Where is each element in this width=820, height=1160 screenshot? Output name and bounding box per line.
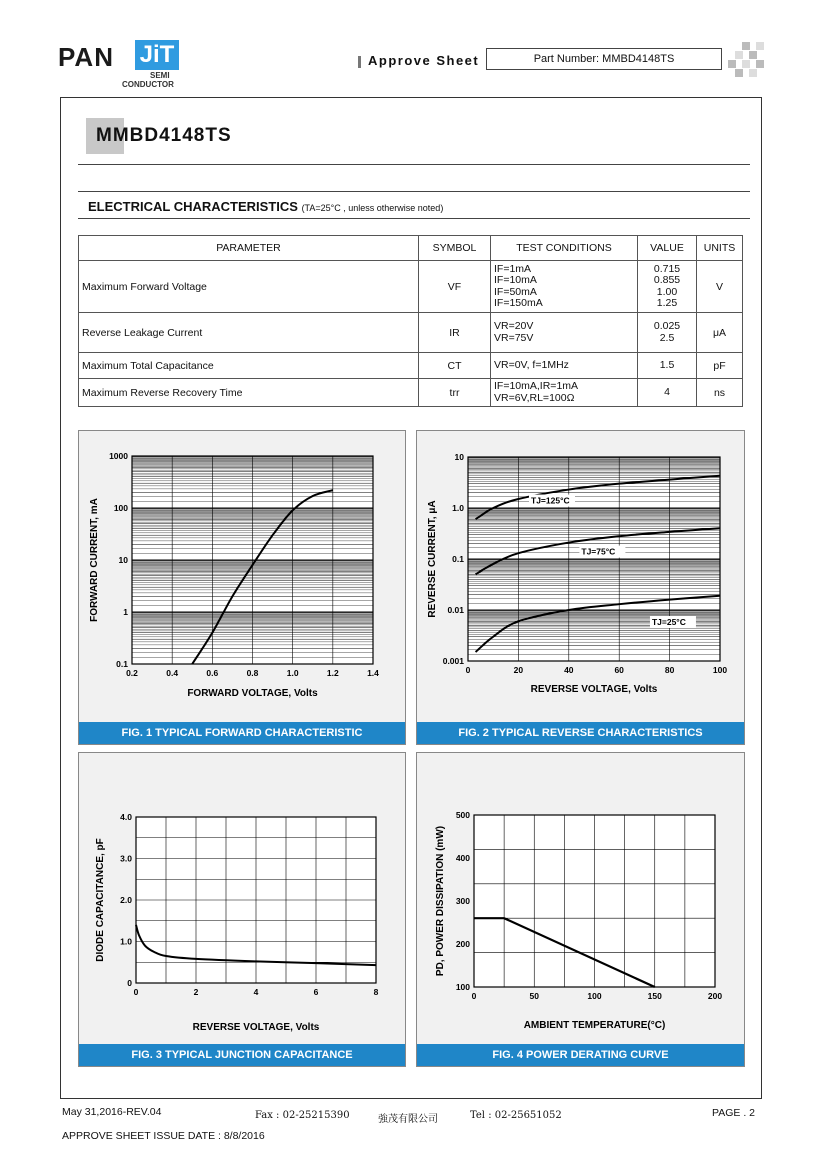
y-tick-label: 500: [455, 810, 470, 820]
col-header: UNITS: [697, 236, 743, 261]
x-tick-label: 150: [647, 991, 662, 1001]
x-tick-label: 80: [664, 665, 675, 675]
y-tick-label: 0.01: [447, 605, 464, 615]
condition-line: VR=20V: [494, 320, 534, 332]
x-axis-label: AMBIENT TEMPERATURE(°C): [523, 1020, 666, 1031]
x-tick-label: 200: [707, 991, 723, 1001]
x-tick-label: 0.2: [126, 668, 138, 678]
x-tick-label: 1.2: [326, 668, 339, 678]
condition-line: VR=75V: [494, 331, 534, 344]
fig4-panel: [416, 752, 745, 1067]
electrical-characteristics-table: [78, 235, 743, 407]
divider: [78, 218, 750, 219]
series-label: TJ=125°C: [531, 495, 570, 506]
part-number-box: Part Number: MMBD4148TS: [486, 48, 722, 70]
table-row: [79, 261, 743, 313]
x-tick-label: 50: [529, 991, 539, 1001]
cell-conditions: [491, 379, 638, 407]
x-tick-label: 100: [712, 665, 728, 675]
condition-line: IF=50mA: [494, 285, 537, 298]
approve-bar-divider: [358, 56, 361, 68]
y-tick-label: 4.0: [120, 812, 132, 822]
y-tick-label: 1: [123, 607, 128, 617]
fig3-panel: [78, 752, 406, 1067]
divider: [78, 164, 750, 165]
x-tick-label: 2: [193, 987, 199, 997]
approve-sheet-label: Approve Sheet: [368, 53, 480, 68]
x-axis-label: REVERSE VOLTAGE, Volts: [192, 1022, 320, 1033]
table-row: [79, 313, 743, 353]
value-line: 4: [664, 385, 670, 398]
y-tick-label: 0.001: [442, 656, 464, 666]
y-tick-label: 300: [455, 896, 470, 906]
x-tick-label: 100: [587, 991, 602, 1001]
table-header-row: [79, 236, 743, 261]
x-tick-label: 0: [465, 665, 471, 675]
y-tick-label: 3.0: [120, 853, 132, 864]
fig3-caption: FIG. 3 TYPICAL JUNCTION CAPACITANCE: [79, 1044, 405, 1066]
cell-unit: μA: [697, 313, 743, 353]
series-label: TJ=25°C: [651, 617, 686, 627]
value-line: 1.25: [656, 297, 678, 309]
logo-semi-text: SEMI: [150, 71, 170, 80]
y-tick-label: 1.0: [120, 936, 132, 947]
y-axis-label: PD, POWER DISSIPATION (mW): [435, 825, 446, 977]
x-tick-label: 6: [313, 987, 319, 997]
fig1-panel: [78, 430, 406, 745]
decorative-squares-icon: [728, 42, 764, 78]
divider: [78, 191, 750, 192]
y-axis-label: DIODE CAPACITANCE, pF: [95, 838, 106, 962]
x-axis-label: FORWARD VOLTAGE, Volts: [187, 688, 318, 699]
fig2-panel: [416, 430, 745, 745]
col-header: VALUE: [638, 236, 697, 261]
tel-number: Tel : 02-25651052: [470, 1110, 562, 1121]
condition-line: IF=150mA: [494, 297, 543, 309]
y-tick-label: 100: [455, 982, 470, 992]
value-line: 0.855: [653, 274, 681, 286]
fax-number: Fax : 02-25215390: [255, 1110, 350, 1121]
condition-line: VR=0V, f=1MHz: [494, 358, 569, 371]
x-tick-label: 1.4: [367, 668, 379, 678]
logo-pan-text: PAN: [58, 42, 114, 72]
y-tick-label: 400: [455, 853, 470, 863]
col-header: PARAMETER: [79, 236, 419, 261]
x-tick-label: 0.4: [166, 668, 179, 678]
logo-jit-text: JiT: [135, 40, 179, 70]
condition-line: IF=10mA,IR=1mA: [494, 380, 579, 392]
x-tick-label: 0: [471, 991, 477, 1001]
table-row: [79, 353, 743, 379]
x-axis-label: REVERSE VOLTAGE, Volts: [530, 684, 658, 695]
cell-values: [638, 313, 697, 353]
revision-date: May 31,2016-REV.04: [62, 1106, 162, 1118]
x-tick-label: 8: [373, 987, 379, 997]
cell-values: [638, 261, 697, 313]
fig1-caption: FIG. 1 TYPICAL FORWARD CHARACTERISTIC: [79, 722, 405, 744]
cell-symbol: VF: [419, 261, 491, 313]
value-line: 1.00: [656, 285, 678, 298]
x-tick-label: 0.8: [246, 668, 259, 678]
y-tick-label: 0.1: [116, 659, 128, 669]
issue-date: APPROVE SHEET ISSUE DATE : 8/8/2016: [62, 1130, 265, 1142]
condition-line: VR=6V,RL=100Ω: [494, 391, 575, 404]
x-tick-label: 20: [513, 665, 524, 675]
logo-conductor-text: CONDUCTOR: [122, 80, 174, 89]
fig2-caption: FIG. 2 TYPICAL REVERSE CHARACTERISTICS: [417, 722, 744, 744]
section-note: (TA=25°C , unless otherwise noted): [301, 203, 444, 213]
company-name: 強茂有限公司: [378, 1114, 438, 1125]
x-tick-label: 0.6: [206, 668, 219, 678]
y-axis-label: REVERSE CURRENT, μA: [427, 500, 438, 618]
condition-line: IF=1mA: [494, 262, 532, 275]
value-line: 1.5: [659, 358, 675, 371]
section-title: [88, 199, 443, 214]
x-tick-label: 40: [564, 665, 574, 675]
fig1-chart: [79, 431, 405, 721]
table-row: [79, 379, 743, 407]
cell-unit: V: [697, 261, 743, 313]
cell-conditions: [491, 353, 638, 379]
y-tick-label: 10: [454, 452, 464, 462]
col-header: TEST CONDITIONS: [491, 236, 638, 261]
cell-values: [638, 353, 697, 379]
cell-parameter: Maximum Forward Voltage: [79, 261, 419, 313]
cell-parameter: Maximum Total Capacitance: [79, 353, 419, 379]
y-axis-label: FORWARD CURRENT, mA: [89, 498, 100, 622]
cell-symbol: IR: [419, 313, 491, 353]
company-logo: [58, 40, 188, 88]
value-line: 0.025: [653, 320, 681, 332]
fig3-chart: [79, 753, 405, 1043]
condition-line: IF=10mA: [494, 274, 537, 286]
fig4-chart: [417, 753, 744, 1043]
y-tick-label: 2.0: [120, 895, 132, 905]
y-tick-label: 200: [455, 939, 470, 949]
cell-parameter: Reverse Leakage Current: [79, 313, 419, 353]
x-tick-label: 60: [614, 665, 624, 675]
col-header: SYMBOL: [419, 236, 491, 261]
y-tick-label: 0.1: [452, 554, 464, 564]
fig4-caption: FIG. 4 POWER DERATING CURVE: [417, 1044, 744, 1066]
cell-parameter: Maximum Reverse Recovery Time: [79, 379, 419, 407]
value-line: 0.715: [653, 262, 681, 275]
section-title-text: ELECTRICAL CHARACTERISTICS: [88, 199, 298, 214]
y-tick-label: 10: [118, 555, 128, 565]
x-tick-label: 4: [253, 987, 259, 997]
cell-conditions: [491, 261, 638, 313]
cell-unit: pF: [697, 353, 743, 379]
page-title: MMBD4148TS: [96, 125, 232, 146]
cell-unit: ns: [697, 379, 743, 407]
x-tick-label: 0: [133, 987, 139, 997]
cell-conditions: [491, 313, 638, 353]
cell-symbol: trr: [419, 379, 491, 407]
cell-values: [638, 379, 697, 407]
fig2-chart: [417, 431, 744, 721]
cell-symbol: CT: [419, 353, 491, 379]
series-label: TJ=75°C: [581, 546, 616, 557]
y-tick-label: 100: [113, 503, 128, 513]
y-tick-label: 0: [127, 978, 132, 988]
y-tick-label: 1.0: [452, 503, 464, 513]
page-number: PAGE . 2: [712, 1107, 755, 1119]
x-tick-label: 1.0: [286, 668, 299, 678]
y-tick-label: 1000: [109, 451, 128, 461]
value-line: 2.5: [659, 331, 675, 344]
